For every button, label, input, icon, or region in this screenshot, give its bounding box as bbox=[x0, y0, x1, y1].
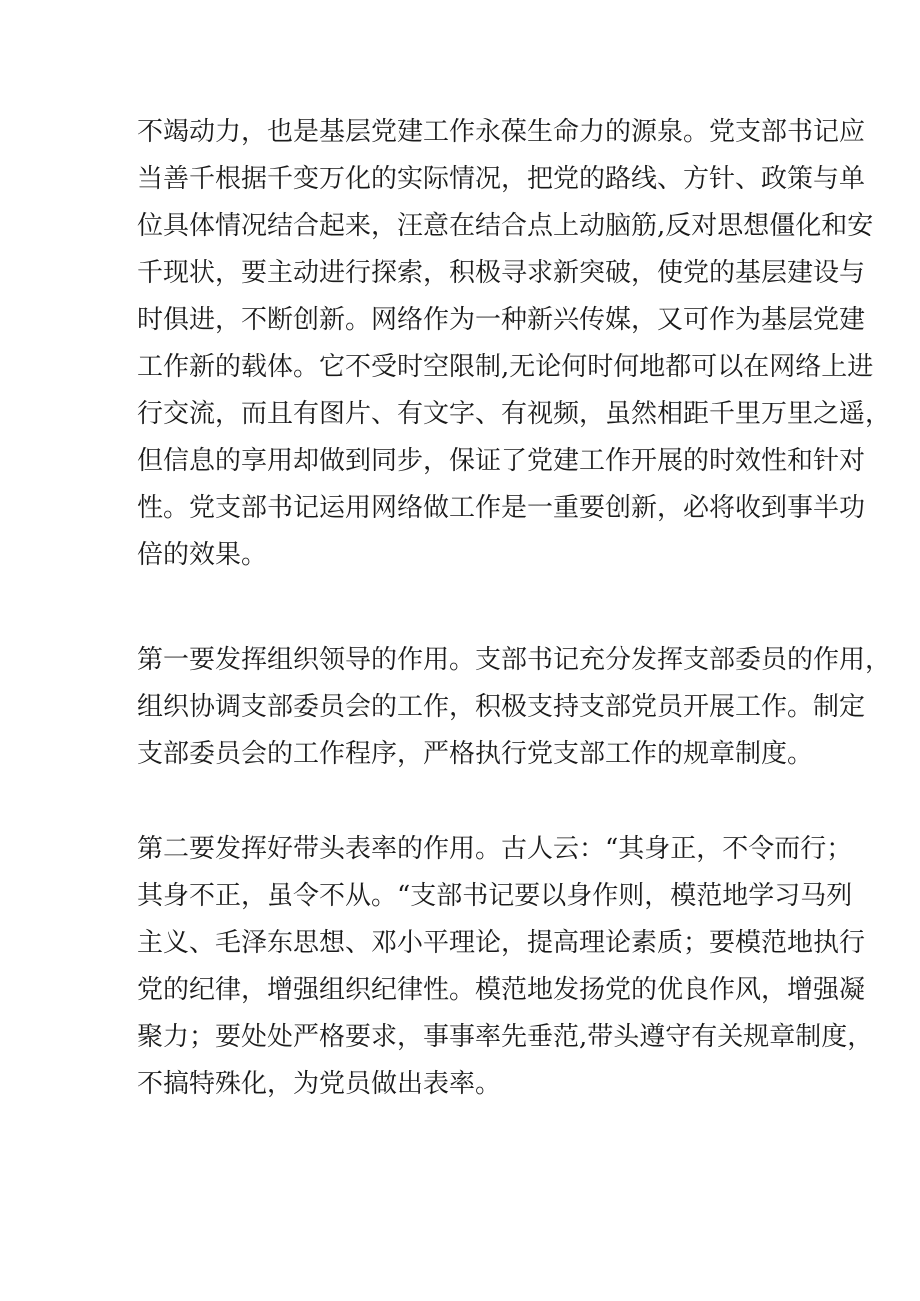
paragraph-1-line-3: 位具体情况结合起来，汪意在结合点上动脑筋,反对思想僵化和安 bbox=[137, 211, 874, 241]
paragraph-3-line-6: 不搞特殊化，为党员做出表率。 bbox=[137, 1069, 502, 1099]
paragraph-2-line-2: 组织协调支部委员会的工作，积极支持支部党员开展工作。制定 bbox=[137, 692, 866, 722]
paragraph-1-line-7: 行交流，而且有图片、有文字、有视频，虽然相距千里万里之遥， bbox=[137, 399, 892, 429]
paragraph-3-line-1: 第二要发挥好带头表率的作用。古人云：“其身正，不令而行； bbox=[137, 834, 853, 864]
paragraph-1-line-2: 当善千根据千变万化的实际情况，把党的路线、方针、政策与单 bbox=[137, 164, 866, 194]
paragraph-3-line-3: 主义、毛泽东思想、邓小平理论，提高理论素质；要模范地执行 bbox=[137, 928, 866, 958]
paragraph-1-line-4: 千现状，要主动进行探索，积极寻求新突破，使党的基层建设与 bbox=[137, 258, 866, 288]
paragraph-3-line-2: 其身不正，虽令不从。“支部书记要以身作则，模范地学习马列 bbox=[137, 881, 853, 911]
paragraph-2-line-1: 第一要发挥组织领导的作用。支部书记充分发挥支部委员的作用， bbox=[137, 645, 892, 675]
paragraph-1-line-9: 性。党支部书记运用网络做工作是一重要创新，必将收到事半功 bbox=[137, 493, 866, 523]
paragraph-2-line-3: 支部委员会的工作程序，严格执行党支部工作的规章制度。 bbox=[137, 739, 814, 769]
paragraph-1-line-1: 不竭动力，也是基层党建工作永葆生命力的源泉。党支部书记应 bbox=[137, 117, 866, 147]
paragraph-3-line-4: 党的纪律，增强组织纪律性。模范地发扬党的优良作风，增强凝 bbox=[137, 975, 866, 1005]
paragraph-1-line-10: 倍的效果。 bbox=[137, 540, 268, 570]
paragraph-1-line-8: 但信息的享用却做到同步，保证了党建工作开展的时效性和针对 bbox=[137, 446, 866, 476]
paragraph-3-line-5: 聚力；要处处严格要求，事事率先垂范,带头遵守有关规章制度， bbox=[137, 1022, 874, 1052]
paragraph-1-line-6: 工作新的载体。它不受时空限制,无论何时何地都可以在网络上进 bbox=[137, 352, 874, 382]
paragraph-1-line-5: 时俱进，不断创新。网络作为一种新兴传媒，又可作为基层党建 bbox=[137, 305, 866, 335]
